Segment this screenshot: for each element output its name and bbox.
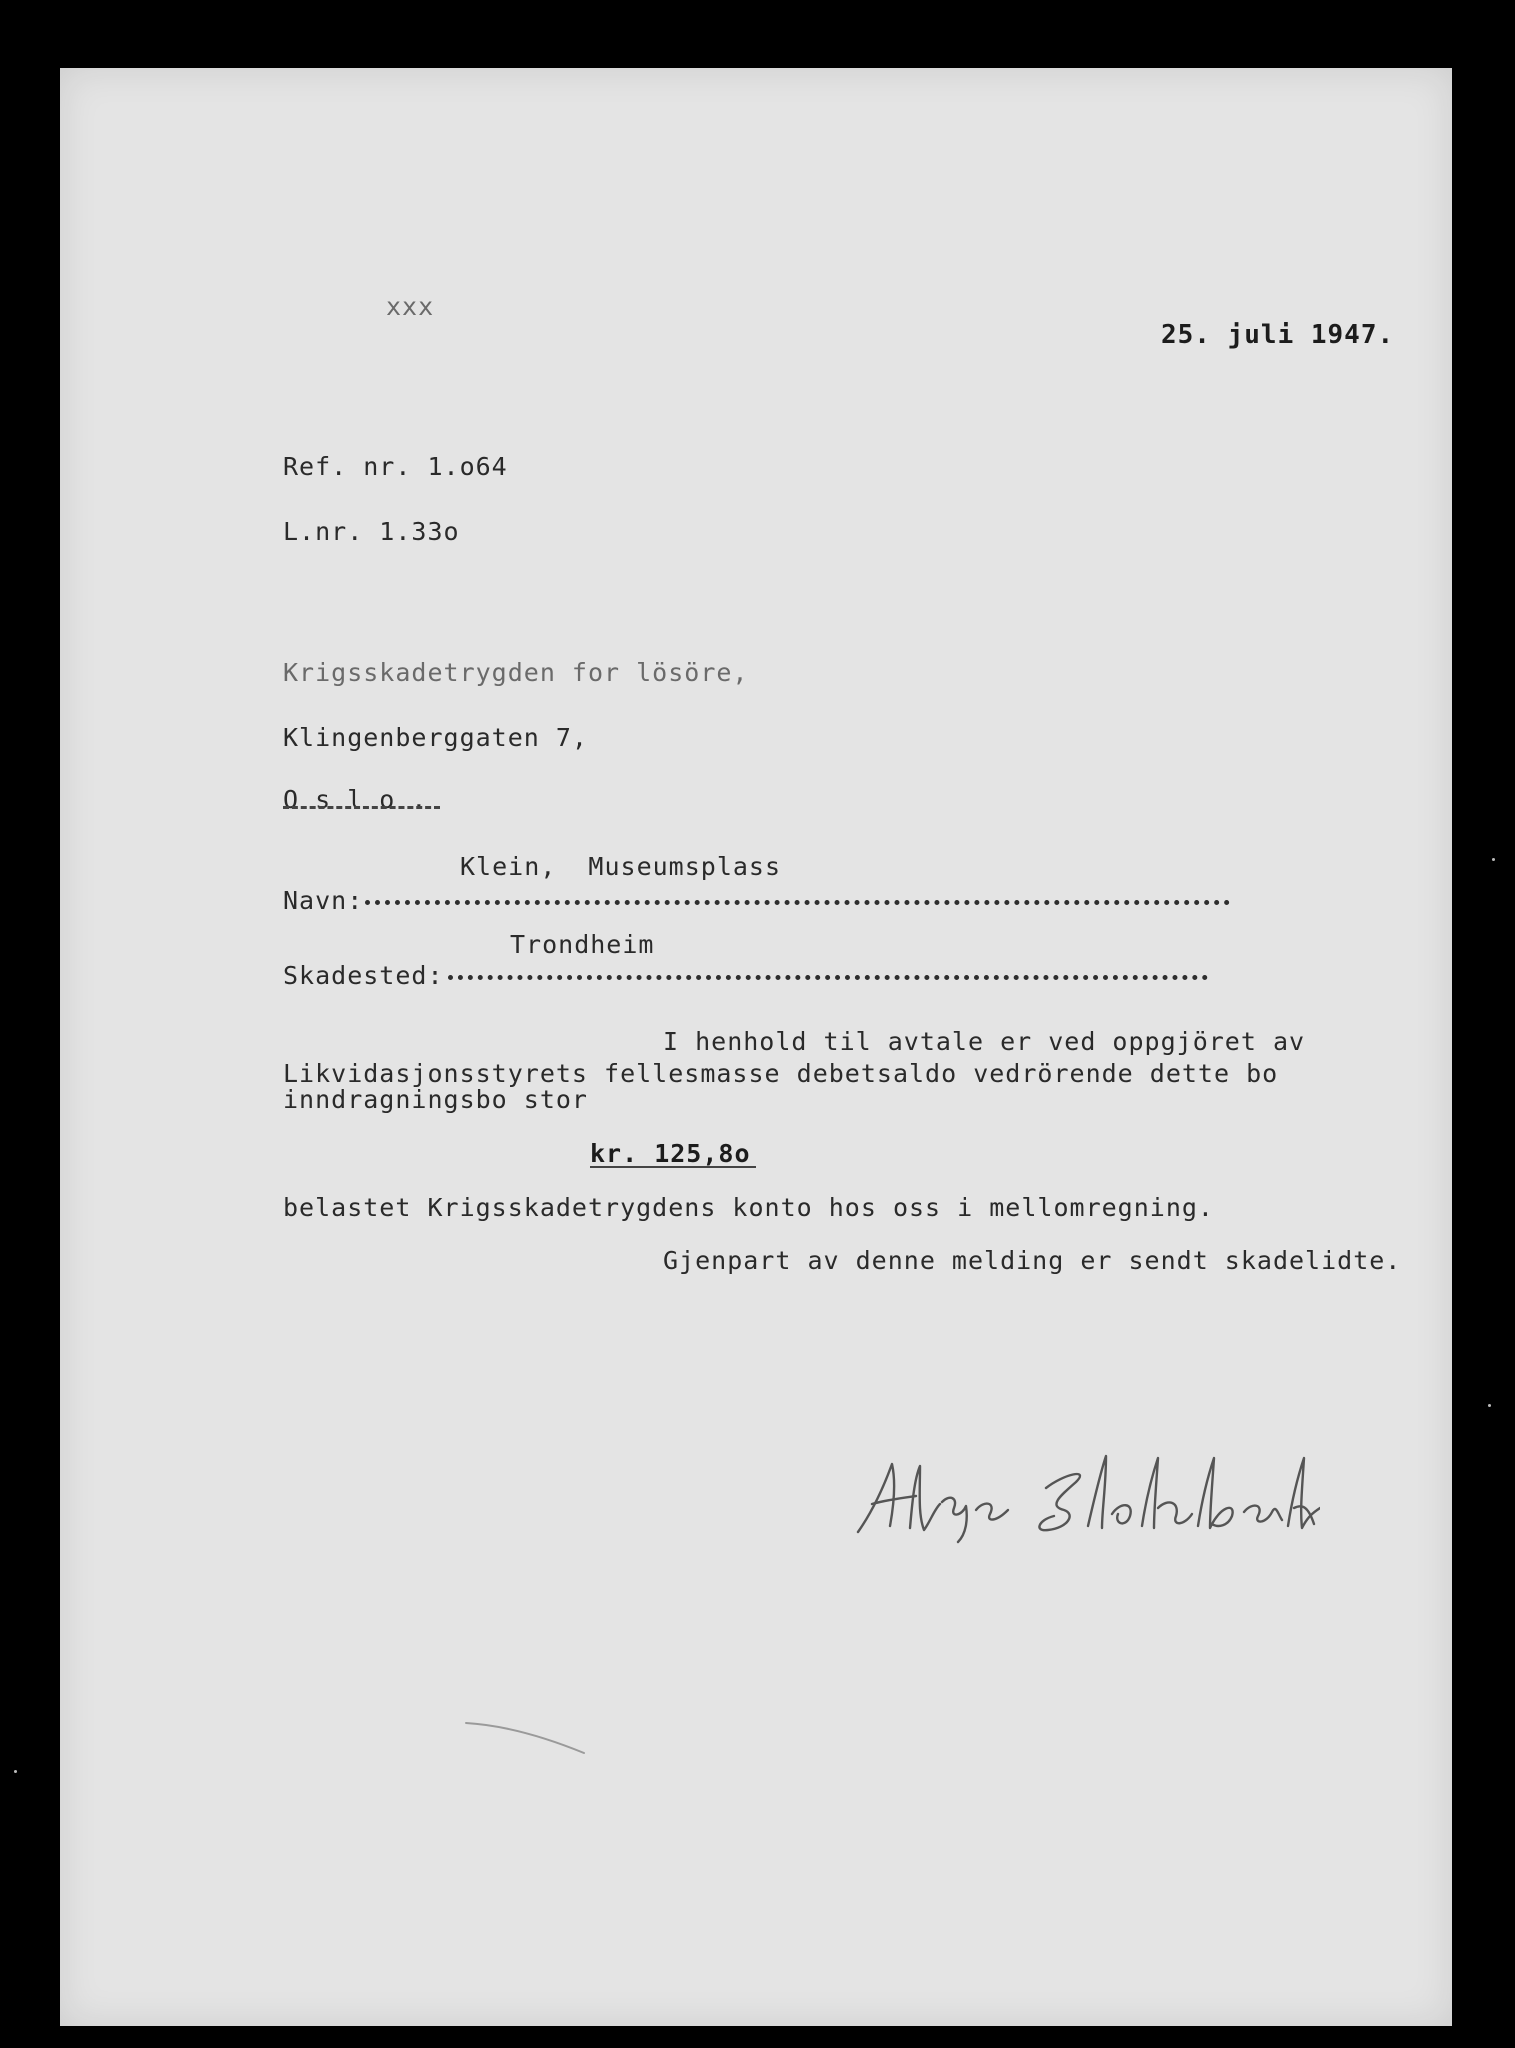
marker-text: xxx [386,292,435,321]
letter-number: L.nr. 1.33o [283,517,460,546]
body-line-3: inndragningsbo stor [283,1085,588,1114]
letter-sheet [60,68,1452,2026]
letter-date: 25. juli 1947. [1161,320,1395,350]
skadested-dotted-line [448,975,1208,980]
pencil-mark [460,1713,610,1763]
recipient-city: O s l o . [283,785,428,814]
navn-value: Klein, Museumsplass [460,852,782,881]
amount-underline [590,1166,756,1168]
handwritten-signature [850,1444,1320,1544]
city-underline [283,806,440,809]
body-line-2: Likvidasjonsstyrets fellesmasse debetsaldo vedrörende dette bo [283,1059,1279,1088]
skadested-label: Skadested: [283,961,444,990]
scan-speck [1488,1404,1491,1407]
body-line-5: Gjenpart av denne melding er sendt skadelidte. [663,1246,1402,1275]
reference-number: Ref. nr. 1.o64 [283,452,508,481]
navn-label: Navn: [283,886,364,915]
scan-speck [14,1770,17,1773]
navn-dotted-line [365,900,1230,905]
recipient-name: Krigsskadetrygden for lösöre, [283,658,749,687]
amount: kr. 125,8o [590,1139,751,1168]
body-line-4: belastet Krigsskadetrygdens konto hos oss i mellomregning. [283,1193,1214,1222]
recipient-street: Klingenberggaten 7, [283,723,588,752]
skadested-value: Trondheim [510,930,655,959]
scan-speck [1492,858,1495,861]
body-line-1: I henhold til avtale er ved oppgjöret av [663,1027,1306,1056]
